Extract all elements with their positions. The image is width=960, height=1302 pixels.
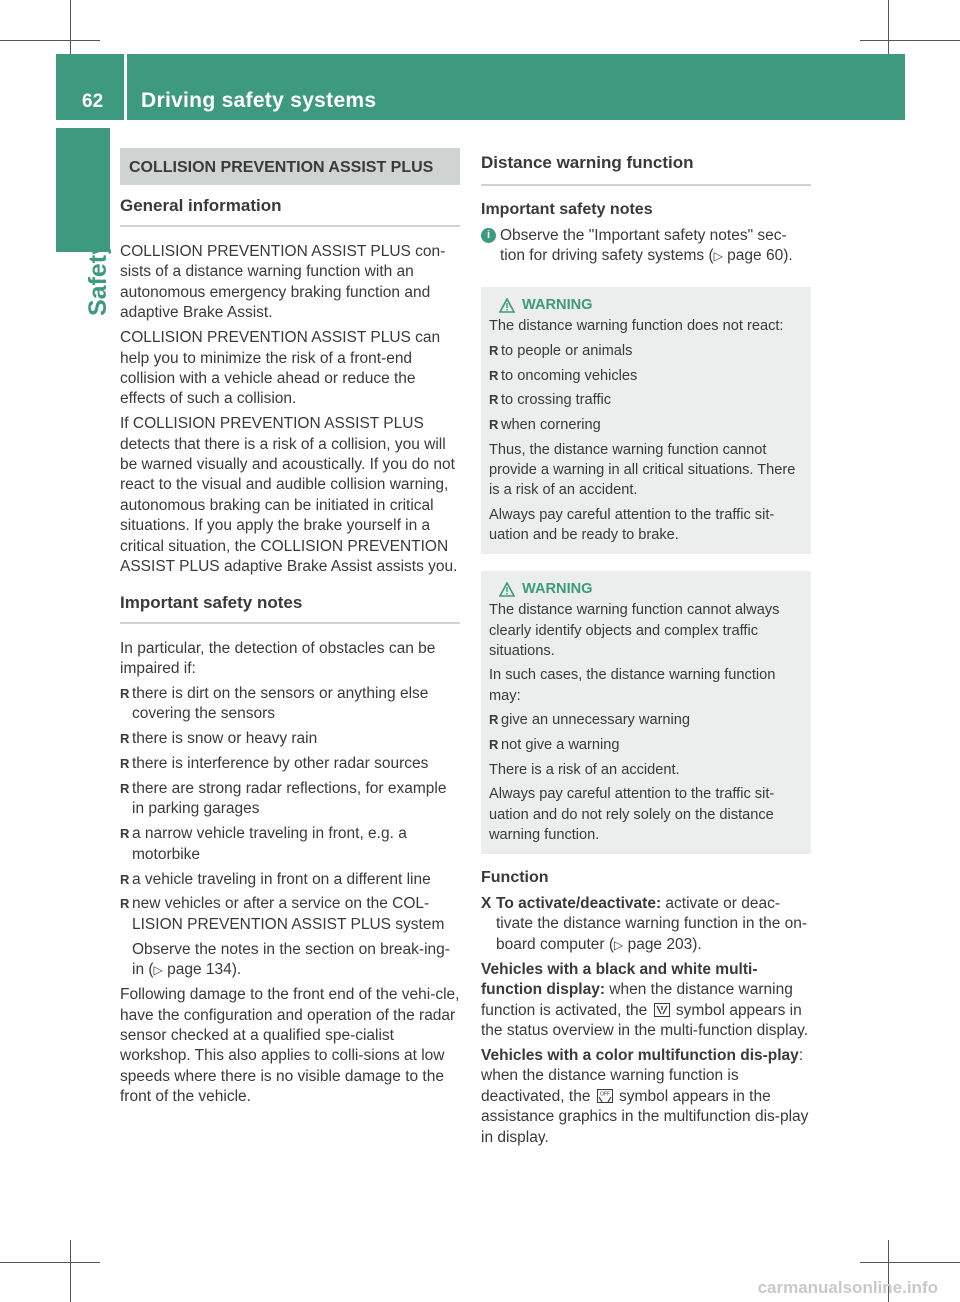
safety-heading: Important safety notes — [120, 592, 460, 624]
page-ref-arrow-icon: ▷ — [614, 937, 624, 952]
paragraph: There is a risk of an accident. — [489, 761, 680, 778]
bw-display-note: Vehicles with a black and white multi-function display: when the distance warning function is activated, the symbol appears in the status overview in the multi-function display. — [481, 960, 809, 1040]
warning-box — [481, 287, 811, 554]
crop-mark — [888, 0, 889, 56]
list-item: R to people or animals — [489, 343, 633, 360]
header-separator — [124, 54, 127, 120]
bullet-list — [489, 710, 803, 755]
page-ref-arrow-icon: ▷ — [153, 963, 163, 978]
watermark: carmanualsonline.info — [757, 1278, 938, 1297]
left-column — [120, 148, 460, 1112]
info-icon: i — [481, 228, 496, 243]
paragraph: If COLLISION PREVENTION ASSIST PLUS detects that there is a risk of a collision, you will be warned visually and acoustically. If you do not react to the visual and audible collision warning, autonomous braking can be initiated in critical situations. If you apply the brake yourself in a critical situation, the COLLISION PREVENTION ASSIST PLUS adaptive Brake Assist assists you. — [120, 415, 458, 576]
bullet-list — [120, 684, 460, 935]
chapter-title: Driving safety systems — [141, 89, 377, 112]
general-heading: General information — [120, 195, 460, 227]
list-item: R a narrow vehicle traveling in front, e.g. a motorbike — [120, 825, 407, 863]
page-number: 62 — [82, 91, 104, 112]
paragraph: In particular, the detection of obstacles can be impaired if: — [120, 639, 436, 677]
paragraph: COLLISION PREVENTION ASSIST PLUS con-sists of a distance warning function with an autonomous emergency braking function and adaptive Brake Assist. — [120, 243, 446, 322]
distance-warning-icon — [654, 1003, 670, 1017]
info-note: i Observe the "Important safety notes" sec-tion for driving safety systems (▷ page 60). — [481, 226, 811, 267]
warning-triangle-icon — [499, 582, 515, 597]
list-item: R there are strong radar reflections, for example in parking garages — [120, 779, 447, 818]
list-item: R to crossing traffic — [489, 392, 612, 409]
crop-mark — [860, 1262, 960, 1263]
list-item: R when cornering — [489, 417, 601, 434]
paragraph: The distance warning function does not react: — [489, 318, 784, 335]
crop-mark — [70, 1240, 71, 1302]
instruction-arrow-icon: X — [481, 895, 492, 913]
side-tab — [56, 128, 110, 252]
activate-instruction: X To activate/deactivate: activate or deac-tivate the distance warning function in the on-board computer (▷ page 203). — [481, 895, 808, 953]
paragraph: The distance warning function cannot always clearly identify objects and complex traffic situations. — [489, 602, 780, 659]
svg-text:OFF: OFF — [599, 1091, 610, 1098]
paragraph: In such cases, the distance warning function may: — [489, 667, 776, 704]
list-item: R a vehicle traveling in front on a different line — [120, 870, 431, 888]
distance-warning-off-icon — [597, 1089, 613, 1103]
right-column — [481, 148, 811, 1152]
safety-subheading: Important safety notes — [481, 201, 653, 218]
crop-mark — [860, 40, 960, 41]
paragraph: Thus, the distance warning function cannot provide a warning in all critical situations. There is a risk of an accident. — [489, 441, 796, 499]
list-item: R there is snow or heavy rain — [120, 730, 318, 748]
list-item: R not give a warning — [489, 737, 620, 754]
break-in-note: Observe the notes in the section on break-ing-in (▷ page 134). — [132, 940, 450, 979]
list-item: R give an unnecessary warning — [489, 712, 691, 729]
paragraph: Always pay careful attention to the traffic sit-uation and do not rely solely on the distance warning function. — [489, 786, 775, 843]
list-item: R there is dirt on the sensors or anything else covering the sensors — [120, 684, 429, 723]
warning-title: WARNING — [522, 297, 593, 314]
warning-triangle-icon — [499, 298, 515, 313]
crop-mark — [0, 40, 100, 41]
crop-mark — [0, 1262, 100, 1263]
crop-mark — [70, 0, 71, 56]
paragraph: Following damage to the front end of the vehi-cle, have the configuration and operation of the radar sensor checked at a qualified spe-cialist workshop. This also applies to colli-sions at low speeds where there is no visible damage to the front of the vehicle. — [120, 986, 460, 1106]
list-item: R to oncoming vehicles — [489, 367, 638, 384]
color-display-note: Vehicles with a color multifunction dis-play: when the distance warning function is deactivated, the OFF symbol appears in the assistance graphics in the multifunction dis-play in display. — [481, 1046, 809, 1146]
warning-box — [481, 571, 811, 854]
page-ref-arrow-icon: ▷ — [713, 249, 723, 264]
side-tab-label: Safety — [84, 240, 112, 316]
warning-title: WARNING — [522, 581, 593, 598]
section-title: COLLISION PREVENTION ASSIST PLUS — [120, 148, 460, 185]
list-item: R there is interference by other radar sources — [120, 755, 429, 773]
list-item: R new vehicles or after a service on the COL-LISION PREVENTION ASSIST PLUS system — [120, 895, 445, 933]
function-heading: Function — [481, 869, 549, 887]
paragraph: COLLISION PREVENTION ASSIST PLUS can help you to minimize the risk of a front-end collision with a vehicle ahead or reduce the effects of such a collision. — [120, 329, 441, 408]
distance-warning-heading: Distance warning function — [481, 152, 811, 186]
paragraph: Always pay careful attention to the traffic sit-uation and be ready to brake. — [489, 506, 775, 544]
bullet-list — [489, 341, 803, 435]
